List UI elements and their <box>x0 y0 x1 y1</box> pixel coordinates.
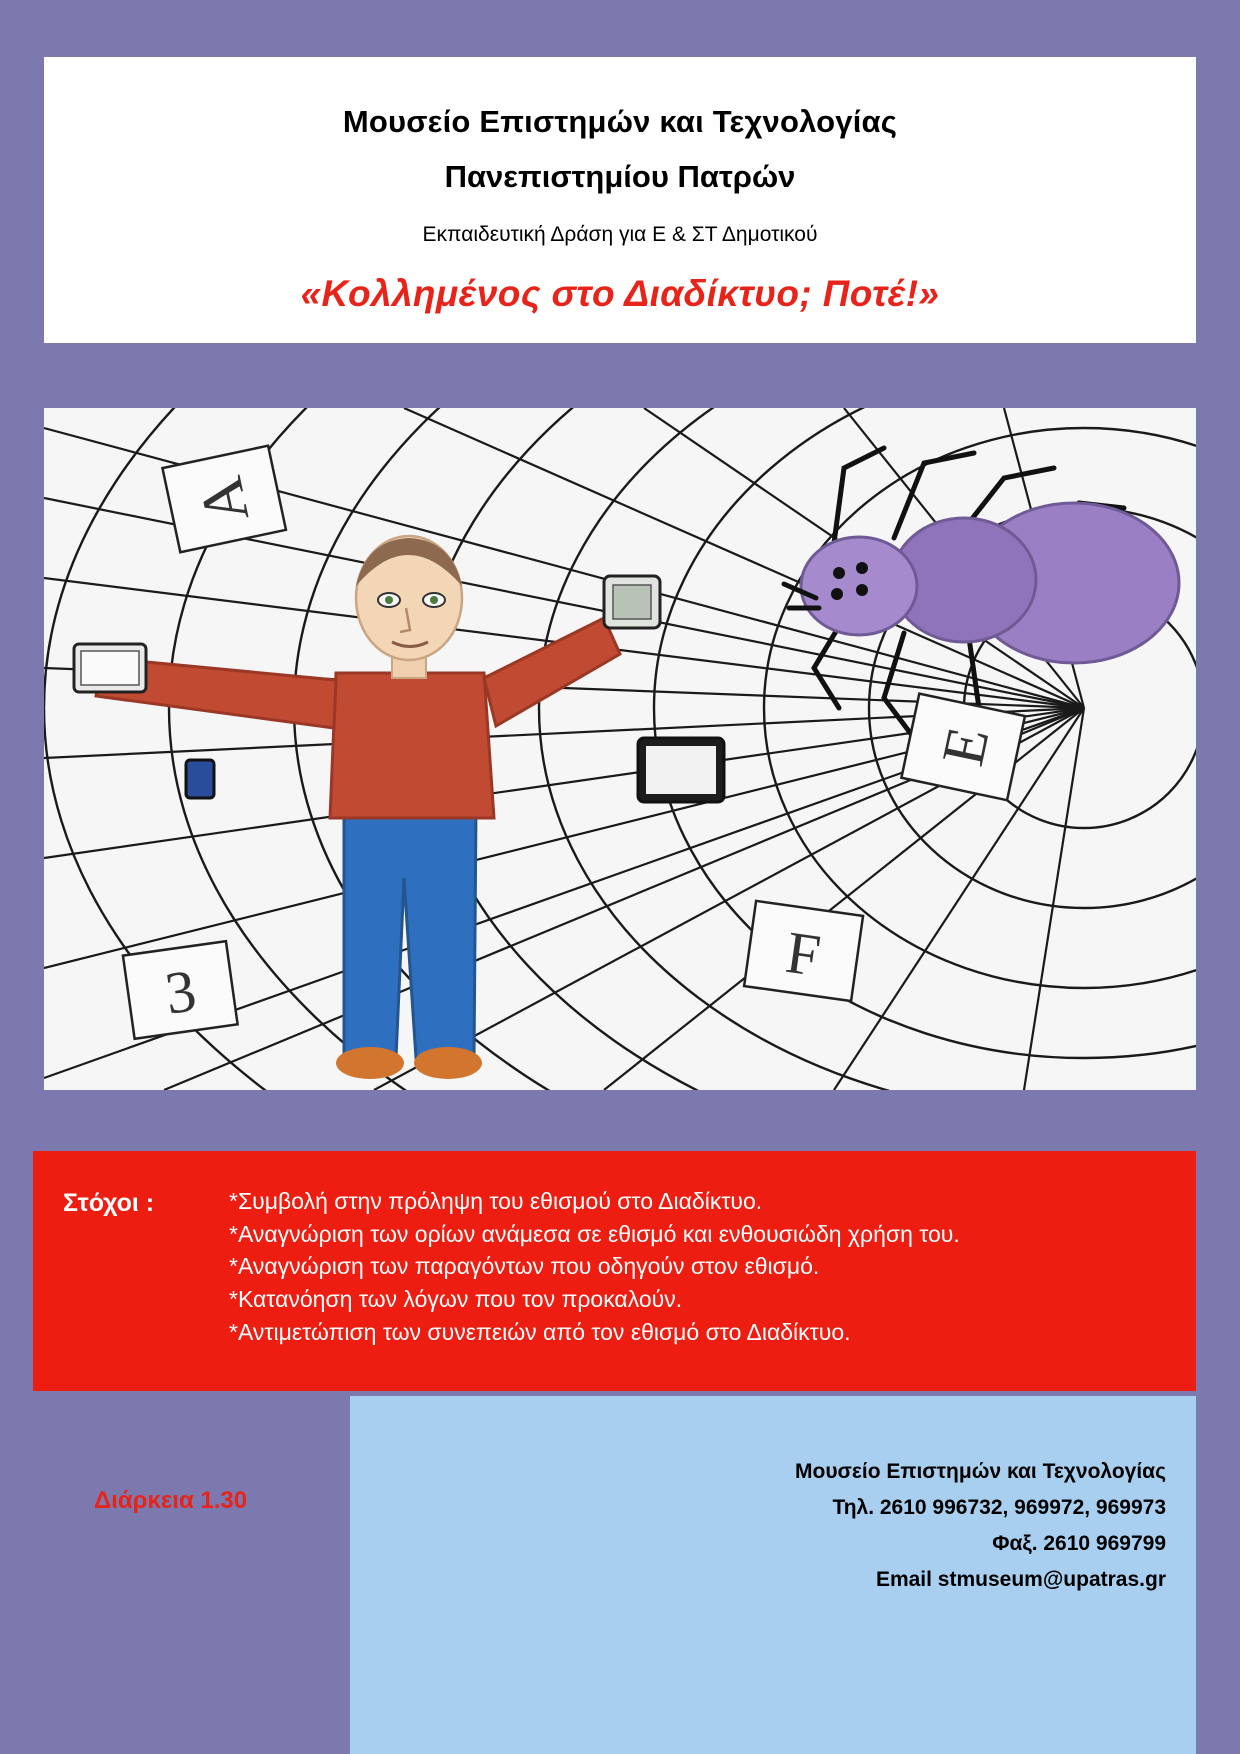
goal-item: *Κατανόηση των λόγων που τον προκαλούν. <box>229 1285 683 1312</box>
contact-phone: Τηλ. 2610 996732, 969972, 969973 <box>832 1496 1166 1520</box>
header-panel <box>44 57 1196 343</box>
contact-fax: Φαξ. 2610 969799 <box>992 1532 1166 1556</box>
duration-label: Διάρκεια 1.30 <box>94 1487 248 1514</box>
goal-item: *Αναγνώριση των ορίων ανάμεσα σε εθισμό και ενθουσιώδη χρήση του. <box>229 1220 960 1247</box>
contact-panel <box>350 1396 1196 1754</box>
contact-email: Email stmuseum@upatras.gr <box>875 1568 1166 1592</box>
goal-item: *Αντιμετώπιση των συνεπειών από τον εθισμό στο Διαδίκτυο. <box>229 1318 851 1345</box>
page-title: «Κολλημένος στο Διαδίκτυο; Ποτέ!» <box>300 272 940 314</box>
svg-text:3: 3 <box>161 957 201 1027</box>
illustration-spiderweb-drawing <box>44 408 1196 1090</box>
activity-subtitle: Εκπαιδευτική Δράση για Ε & ΣΤ Δημοτικού <box>422 222 818 246</box>
goal-item: *Συμβολή στην πρόληψη του εθισμού στο Διαδίκτυο. <box>229 1188 763 1214</box>
goals-panel <box>33 1151 1196 1391</box>
svg-text:F: F <box>782 918 825 989</box>
svg-text:A: A <box>186 470 263 529</box>
drawing-canvas <box>44 408 1196 1090</box>
goals-label: Στόχοι : <box>63 1189 155 1217</box>
museum-name-line-2: Πανεπιστημίου Πατρών <box>444 158 796 194</box>
goals-list <box>229 1185 1179 1348</box>
museum-name-line-1: Μουσείο Επιστημών και Τεχνολογίας <box>342 104 898 139</box>
svg-text:E: E <box>929 721 1002 772</box>
goal-item: *Αναγνώριση των παραγόντων που οδηγούν στον εθισμό. <box>229 1253 820 1280</box>
contact-museum-name: Μουσείο Επιστημών και Τεχνολογίας <box>795 1460 1166 1483</box>
